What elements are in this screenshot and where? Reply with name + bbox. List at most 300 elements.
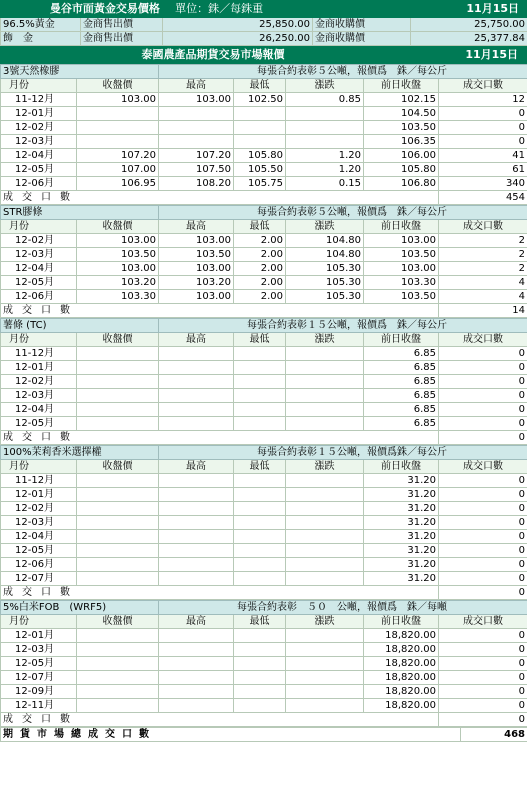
value-cell: [77, 685, 159, 699]
gold-sell-label: 金商售出價: [81, 18, 163, 32]
value-cell: [234, 516, 286, 530]
table-row: [1, 403, 527, 417]
column-header: 前日收盤: [364, 79, 439, 93]
value-cell: 31.20: [364, 544, 439, 558]
section-total-row: [1, 304, 527, 318]
value-cell: 1.20: [286, 149, 364, 163]
table-row: [1, 488, 527, 502]
gold-date: 11月15日: [313, 1, 527, 18]
table-row: [1, 558, 527, 572]
value-cell: [234, 361, 286, 375]
value-cell: 0.85: [286, 93, 364, 107]
value-cell: [286, 558, 364, 572]
gold-buy-label: 金商收購價: [313, 18, 411, 32]
month-cell: 12-02月: [1, 502, 77, 516]
value-cell: [234, 558, 286, 572]
month-cell: 12-05月: [1, 276, 77, 290]
month-cell: 12-04月: [1, 530, 77, 544]
value-cell: [286, 516, 364, 530]
value-cell: [77, 389, 159, 403]
value-cell: [159, 558, 234, 572]
table-row: [1, 389, 527, 403]
section-total-row: [1, 713, 527, 727]
table-row: [1, 417, 527, 431]
section-name: 薯條 (TC): [1, 319, 159, 333]
value-cell: 105.50: [234, 163, 286, 177]
value-cell: 103.50: [159, 248, 234, 262]
value-cell: 0: [439, 643, 527, 657]
value-cell: [234, 403, 286, 417]
column-header: 前日收盤: [364, 460, 439, 474]
value-cell: 103.00: [159, 93, 234, 107]
value-cell: [77, 347, 159, 361]
value-cell: 103.50: [364, 248, 439, 262]
value-cell: [286, 474, 364, 488]
value-cell: 18,820.00: [364, 699, 439, 713]
value-cell: 18,820.00: [364, 685, 439, 699]
column-header-row: [1, 333, 527, 347]
value-cell: [159, 572, 234, 586]
column-header: 漲跌: [286, 615, 364, 629]
value-cell: 103.20: [77, 276, 159, 290]
value-cell: 103.00: [159, 290, 234, 304]
month-cell: 12-07月: [1, 671, 77, 685]
value-cell: 0: [439, 516, 527, 530]
value-cell: [286, 403, 364, 417]
futures-header-table: [0, 46, 527, 64]
value-cell: 103.00: [159, 234, 234, 248]
section-total-label: 成交口數: [1, 431, 439, 445]
value-cell: [286, 417, 364, 431]
value-cell: [234, 699, 286, 713]
column-header: 最高: [159, 615, 234, 629]
value-cell: [286, 375, 364, 389]
column-header: 漲跌: [286, 333, 364, 347]
gold-row: [1, 32, 527, 46]
column-header: 月份: [1, 460, 77, 474]
value-cell: [77, 135, 159, 149]
value-cell: 103.20: [159, 276, 234, 290]
month-cell: 11-12月: [1, 347, 77, 361]
value-cell: 0: [439, 389, 527, 403]
table-row: [1, 699, 527, 713]
value-cell: [234, 502, 286, 516]
value-cell: 108.20: [159, 177, 234, 191]
column-header: 前日收盤: [364, 615, 439, 629]
table-row: [1, 474, 527, 488]
gold-price-table: [0, 0, 527, 46]
value-cell: 41: [439, 149, 527, 163]
value-cell: 31.20: [364, 558, 439, 572]
value-cell: [77, 629, 159, 643]
value-cell: 6.85: [364, 375, 439, 389]
value-cell: [286, 685, 364, 699]
value-cell: [286, 657, 364, 671]
month-cell: 12-03月: [1, 643, 77, 657]
value-cell: 4: [439, 276, 527, 290]
value-cell: 2: [439, 248, 527, 262]
value-cell: [234, 671, 286, 685]
futures-section-table: [0, 64, 527, 205]
value-cell: [286, 488, 364, 502]
value-cell: 18,820.00: [364, 643, 439, 657]
value-cell: [234, 107, 286, 121]
grand-total-row: [1, 728, 527, 742]
value-cell: 61: [439, 163, 527, 177]
value-cell: [159, 544, 234, 558]
futures-section-table: [0, 600, 527, 727]
value-cell: [77, 558, 159, 572]
value-cell: [77, 121, 159, 135]
value-cell: 2.00: [234, 290, 286, 304]
futures-title: 泰國農產品期貨交易市場報價: [1, 47, 426, 64]
column-header: 成交口數: [439, 460, 527, 474]
value-cell: 107.20: [77, 149, 159, 163]
column-header: 最低: [234, 460, 286, 474]
section-total-value: 0: [439, 431, 527, 445]
month-cell: 12-06月: [1, 558, 77, 572]
value-cell: 103.00: [77, 262, 159, 276]
column-header: 成交口數: [439, 333, 527, 347]
value-cell: 18,820.00: [364, 629, 439, 643]
month-cell: 12-03月: [1, 389, 77, 403]
value-cell: [77, 671, 159, 685]
table-row: [1, 121, 527, 135]
value-cell: [77, 375, 159, 389]
column-header: 最高: [159, 79, 234, 93]
column-header: 漲跌: [286, 79, 364, 93]
value-cell: [286, 347, 364, 361]
value-cell: 2.00: [234, 262, 286, 276]
value-cell: 0: [439, 685, 527, 699]
table-row: [1, 516, 527, 530]
value-cell: 6.85: [364, 389, 439, 403]
value-cell: 0: [439, 417, 527, 431]
section-total-value: 454: [439, 191, 527, 205]
value-cell: 31.20: [364, 474, 439, 488]
section-total-value: 14: [439, 304, 527, 318]
gold-sell-label: 金商售出價: [81, 32, 163, 46]
value-cell: [159, 530, 234, 544]
month-cell: 12-04月: [1, 262, 77, 276]
value-cell: [234, 417, 286, 431]
month-cell: 12-03月: [1, 516, 77, 530]
value-cell: 6.85: [364, 361, 439, 375]
value-cell: 105.30: [286, 262, 364, 276]
column-header: 最低: [234, 220, 286, 234]
month-cell: 12-01月: [1, 107, 77, 121]
table-row: [1, 361, 527, 375]
gold-buy-label: 金商收購價: [313, 32, 411, 46]
value-cell: 103.50: [77, 248, 159, 262]
value-cell: 0: [439, 558, 527, 572]
section-name: 5%白米FOB (WRF5): [1, 601, 159, 615]
value-cell: 103.00: [77, 234, 159, 248]
column-header: 成交口數: [439, 79, 527, 93]
value-cell: [77, 530, 159, 544]
value-cell: [286, 121, 364, 135]
section-contract-note: 每張合約表彰５公噸，報價爲 銖／每公斤: [159, 65, 527, 79]
value-cell: [234, 347, 286, 361]
column-header: 月份: [1, 333, 77, 347]
value-cell: [77, 403, 159, 417]
gold-type: 96.5%黃金: [1, 18, 81, 32]
column-header: 漲跌: [286, 220, 364, 234]
table-row: [1, 643, 527, 657]
value-cell: 31.20: [364, 572, 439, 586]
value-cell: [234, 474, 286, 488]
value-cell: [234, 121, 286, 135]
section-title-row: [1, 446, 527, 460]
value-cell: [286, 361, 364, 375]
value-cell: 0: [439, 347, 527, 361]
table-row: [1, 347, 527, 361]
value-cell: 0: [439, 629, 527, 643]
month-cell: 12-05月: [1, 544, 77, 558]
value-cell: [77, 474, 159, 488]
value-cell: 0: [439, 699, 527, 713]
value-cell: [77, 488, 159, 502]
value-cell: [159, 474, 234, 488]
column-header: 收盤價: [77, 333, 159, 347]
month-cell: 12-02月: [1, 375, 77, 389]
grand-total-label: 期貨市場總成交口數: [1, 728, 461, 742]
value-cell: [286, 107, 364, 121]
value-cell: 6.85: [364, 347, 439, 361]
gold-header: [1, 1, 527, 18]
column-header: 最低: [234, 79, 286, 93]
value-cell: [159, 699, 234, 713]
column-header-row: [1, 79, 527, 93]
section-title-row: [1, 319, 527, 333]
gold-unit: 單位：銖／每銖重: [175, 2, 264, 15]
value-cell: 106.95: [77, 177, 159, 191]
section-name: 3號天然橡膠: [1, 65, 159, 79]
value-cell: 0.15: [286, 177, 364, 191]
value-cell: 340: [439, 177, 527, 191]
column-header: 月份: [1, 220, 77, 234]
value-cell: 0: [439, 544, 527, 558]
value-cell: 103.00: [364, 262, 439, 276]
section-total-row: [1, 586, 527, 600]
value-cell: 12: [439, 93, 527, 107]
value-cell: 107.00: [77, 163, 159, 177]
gold-sell-price: 25,850.00: [163, 18, 313, 32]
month-cell: 11-12月: [1, 474, 77, 488]
value-cell: [77, 643, 159, 657]
value-cell: [286, 389, 364, 403]
table-row: [1, 629, 527, 643]
column-header: 最高: [159, 460, 234, 474]
value-cell: 0: [439, 375, 527, 389]
month-cell: 12-02月: [1, 234, 77, 248]
value-cell: [234, 530, 286, 544]
section-total-value: 0: [439, 586, 527, 600]
gold-title: 曼谷市面黃金交易價格: [49, 2, 160, 15]
section-contract-note: 每張合約表彰５公噸，報價爲 銖／每公斤: [159, 206, 527, 220]
column-header: 漲跌: [286, 460, 364, 474]
value-cell: [77, 544, 159, 558]
value-cell: 106.35: [364, 135, 439, 149]
value-cell: 18,820.00: [364, 671, 439, 685]
column-header: 前日收盤: [364, 220, 439, 234]
value-cell: 105.30: [286, 276, 364, 290]
section-total-row: [1, 191, 527, 205]
value-cell: 105.80: [234, 149, 286, 163]
section-contract-note: 每張合約表彰 ５０ 公噸，報價爲 銖／每噸: [159, 601, 527, 615]
value-cell: [234, 657, 286, 671]
section-name: STR膠條: [1, 206, 159, 220]
table-row: [1, 685, 527, 699]
value-cell: [234, 685, 286, 699]
section-total-value: 0: [439, 713, 527, 727]
value-cell: [159, 516, 234, 530]
column-header: 收盤價: [77, 220, 159, 234]
value-cell: 105.75: [234, 177, 286, 191]
column-header: 成交口數: [439, 220, 527, 234]
value-cell: 107.20: [159, 149, 234, 163]
month-cell: 12-03月: [1, 135, 77, 149]
table-row: [1, 107, 527, 121]
table-row: [1, 135, 527, 149]
value-cell: [159, 685, 234, 699]
section-total-row: [1, 431, 527, 445]
value-cell: 6.85: [364, 417, 439, 431]
gold-buy-price: 25,377.84: [411, 32, 527, 46]
month-cell: 12-02月: [1, 121, 77, 135]
value-cell: [159, 121, 234, 135]
value-cell: 106.00: [364, 149, 439, 163]
value-cell: 0: [439, 572, 527, 586]
futures-section-table: [0, 318, 527, 445]
value-cell: [77, 361, 159, 375]
value-cell: [77, 657, 159, 671]
value-cell: 103.00: [159, 262, 234, 276]
month-cell: 12-05月: [1, 417, 77, 431]
section-title-row: [1, 206, 527, 220]
table-row: [1, 276, 527, 290]
month-cell: 12-04月: [1, 403, 77, 417]
value-cell: [159, 502, 234, 516]
value-cell: [234, 629, 286, 643]
value-cell: [234, 572, 286, 586]
value-cell: [159, 657, 234, 671]
value-cell: 105.30: [286, 290, 364, 304]
value-cell: [234, 488, 286, 502]
futures-date: 11月15日: [426, 47, 527, 64]
value-cell: [77, 107, 159, 121]
value-cell: [159, 347, 234, 361]
value-cell: 102.15: [364, 93, 439, 107]
table-row: [1, 163, 527, 177]
month-cell: 12-09月: [1, 685, 77, 699]
table-row: [1, 248, 527, 262]
value-cell: 1.20: [286, 163, 364, 177]
value-cell: 31.20: [364, 502, 439, 516]
month-cell: 12-01月: [1, 629, 77, 643]
value-cell: [159, 389, 234, 403]
gold-buy-price: 25,750.00: [411, 18, 527, 32]
value-cell: [159, 135, 234, 149]
gold-sell-price: 26,250.00: [163, 32, 313, 46]
value-cell: [77, 572, 159, 586]
grand-total-table: [0, 727, 527, 742]
value-cell: [286, 699, 364, 713]
value-cell: [77, 516, 159, 530]
value-cell: [286, 544, 364, 558]
table-row: [1, 572, 527, 586]
value-cell: 0: [439, 502, 527, 516]
table-row: [1, 149, 527, 163]
month-cell: 12-04月: [1, 149, 77, 163]
table-row: [1, 177, 527, 191]
value-cell: 18,820.00: [364, 657, 439, 671]
value-cell: 2.00: [234, 276, 286, 290]
section-title-row: [1, 601, 527, 615]
month-cell: 12-06月: [1, 290, 77, 304]
value-cell: 103.50: [364, 290, 439, 304]
value-cell: 102.50: [234, 93, 286, 107]
column-header: 最高: [159, 333, 234, 347]
section-contract-note: 每張合約表彰１５公噸，報價爲 銖／每公斤: [159, 319, 527, 333]
value-cell: 103.00: [77, 93, 159, 107]
value-cell: [286, 643, 364, 657]
section-total-label: 成交口數: [1, 586, 439, 600]
value-cell: [159, 417, 234, 431]
value-cell: 103.50: [364, 121, 439, 135]
value-cell: [286, 671, 364, 685]
column-header: 月份: [1, 79, 77, 93]
value-cell: 0: [439, 361, 527, 375]
value-cell: [286, 629, 364, 643]
table-row: [1, 262, 527, 276]
month-cell: 12-01月: [1, 361, 77, 375]
column-header: 前日收盤: [364, 333, 439, 347]
column-header: 最高: [159, 220, 234, 234]
value-cell: 103.30: [77, 290, 159, 304]
value-cell: 105.80: [364, 163, 439, 177]
value-cell: 0: [439, 474, 527, 488]
table-row: [1, 93, 527, 107]
month-cell: 12-01月: [1, 488, 77, 502]
month-cell: 12-05月: [1, 657, 77, 671]
value-cell: [286, 572, 364, 586]
value-cell: [234, 389, 286, 403]
section-total-label: 成交口數: [1, 713, 439, 727]
section-total-label: 成交口數: [1, 191, 439, 205]
value-cell: [77, 699, 159, 713]
table-row: [1, 671, 527, 685]
value-cell: [286, 530, 364, 544]
value-cell: 0: [439, 488, 527, 502]
column-header: 收盤價: [77, 460, 159, 474]
value-cell: [77, 502, 159, 516]
value-cell: [159, 643, 234, 657]
month-cell: 11-12月: [1, 93, 77, 107]
value-cell: 6.85: [364, 403, 439, 417]
table-row: [1, 502, 527, 516]
table-row: [1, 234, 527, 248]
value-cell: 103.00: [364, 234, 439, 248]
value-cell: [234, 544, 286, 558]
value-cell: [159, 361, 234, 375]
month-cell: 12-11月: [1, 699, 77, 713]
gold-row: [1, 18, 527, 32]
value-cell: [286, 135, 364, 149]
value-cell: 104.80: [286, 248, 364, 262]
value-cell: [234, 375, 286, 389]
grand-total-value: 468: [461, 728, 527, 742]
